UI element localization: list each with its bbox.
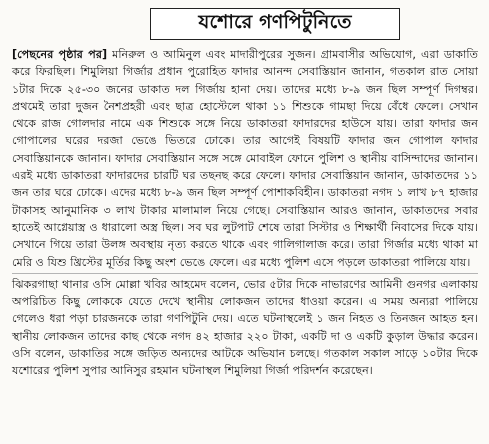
paragraph-1 xyxy=(12,46,478,271)
paragraph-2-text: ঝিকরগাছা থানার ওসি মোল্লা খবির আহমেদ বলেন, ভোর ৫টার দিকে নাভারণের আমিনী গুনগর এলাকায় অপরিচিত কিছু লোককে যেতে দেখে স্থানীয় লোকজন তাদের ধাওয়া করেন। এ সময় অন্যরা পালিয়ে গেলেও ধরা পড়া চারজনকে তারা গণপিটুনি দেয়। এতে ঘটনাস্থলেই ১ জন নিহত ও তিনজন আহত হন। স্থানীয় লোকজন তাদের কাছ থেকে নগদ ৪২ হাজার ২২০ টাকা, একটি দা ও একটি কুড়াল উদ্ধার করেন। ওসি বলেন, ডাকাতির সঙ্গে জড়িত অন্যদের আটকে অভিযান চলছে। গতকাল সকাল সাড়ে ১০টার দিকে যশোরের পুলিশ সুপার আনিসুর রহমান ঘটনাস্থল শিমুলিয়া গির্জা পরিদর্শন করেছেন। xyxy=(12,277,478,378)
paragraph-divider xyxy=(12,273,478,274)
headline-box xyxy=(150,8,400,40)
article-body xyxy=(12,46,478,380)
headline: যশোরে গণপিটুনিতে xyxy=(198,11,352,33)
paragraph-1-text: মনিরুল ও আমিনুল এবং মাদারীপুরের সুজন। গ্রামবাসীর অভিযোগ, এরা ডাকাতি করে ফিরছিল। শিমুলিয়া গির্জার প্রধান পুরোহিত ফাদার আনন্দ সেবাস্তিয়ান জানান, গতকাল রাত সোয়া ১টার দিকে ২৫-৩০ জনের ডাকাত দল গির্জায় হানা দেয়। তাদের মধ্যে ৮-৯ জন ছিল সম্পূর্ণ দিগম্বর। প্রথমেই তারা দুজন নৈশপ্রহরী এবং ছাত্র হোস্টেলে থাকা ১১ শিশুকে গামছা দিয়ে বেঁধে ফেলে। সেখান থেকে রাজ গোলদার নামে এক শিশুকে সঙ্গে নিয়ে ডাকাতরা ফাদারদের হাউসে যায়। তারা ফাদার জন গোপালের ঘরের দরজা ভেঙে ভিতরে ঢোকে। তার আগেই বিষয়টি ফাদার জন গোপাল ফাদার সেবাস্তিয়ানকে জানান। ফাদার সেবাস্তিয়ান সঙ্গে সঙ্গে মোবাইল ফোনে পুলিশ ও স্থানীয় বাসিন্দাদের জানান। এরই মধ্যে ডাকাতরা ফাদারদের চারটি ঘর তছনছ করে ফেলে। ফাদার সেবাস্তিয়ান জানান, ডাকাতদের ১১ জন তার ঘরে ঢোকে। এদের মধ্যে ৮-৯ জন ছিল সম্পূর্ণ পোশাকবিহীন। ডাকাতরা নগদ ১ লাখ ৮৭ হাজার টাকাসহ আনুমানিক ৩ লাখ টাকার মালামাল নিয়ে গেছে। সেবাস্তিয়ান আরও জানান, ডাকাতদের সবার হাতেই আগ্নেয়াস্ত্র ও ধারালো অস্ত্র ছিল। সব ঘর লুটপাট শেষে তারা সিস্টার ও শিক্ষার্থী নিবাসের দিকে যায়। সেখানে গিয়ে তারা উলঙ্গ অবস্থায় নৃত্য করতে থাকে এবং গালিগালাজ করে। তারা গির্জার মধ্যে থাকা মা মেরি ও যিশু খ্রিস্টের মূর্তির কিছু অংশ ভেঙে ফেলে। এর মধ্যে পুলিশ এসে পড়লে ডাকাতরা পালিয়ে যায়। xyxy=(12,48,478,269)
paragraph-2 xyxy=(12,276,478,380)
continuation-lead: [পেছনের পৃষ্ঠার পর] xyxy=(12,48,108,61)
